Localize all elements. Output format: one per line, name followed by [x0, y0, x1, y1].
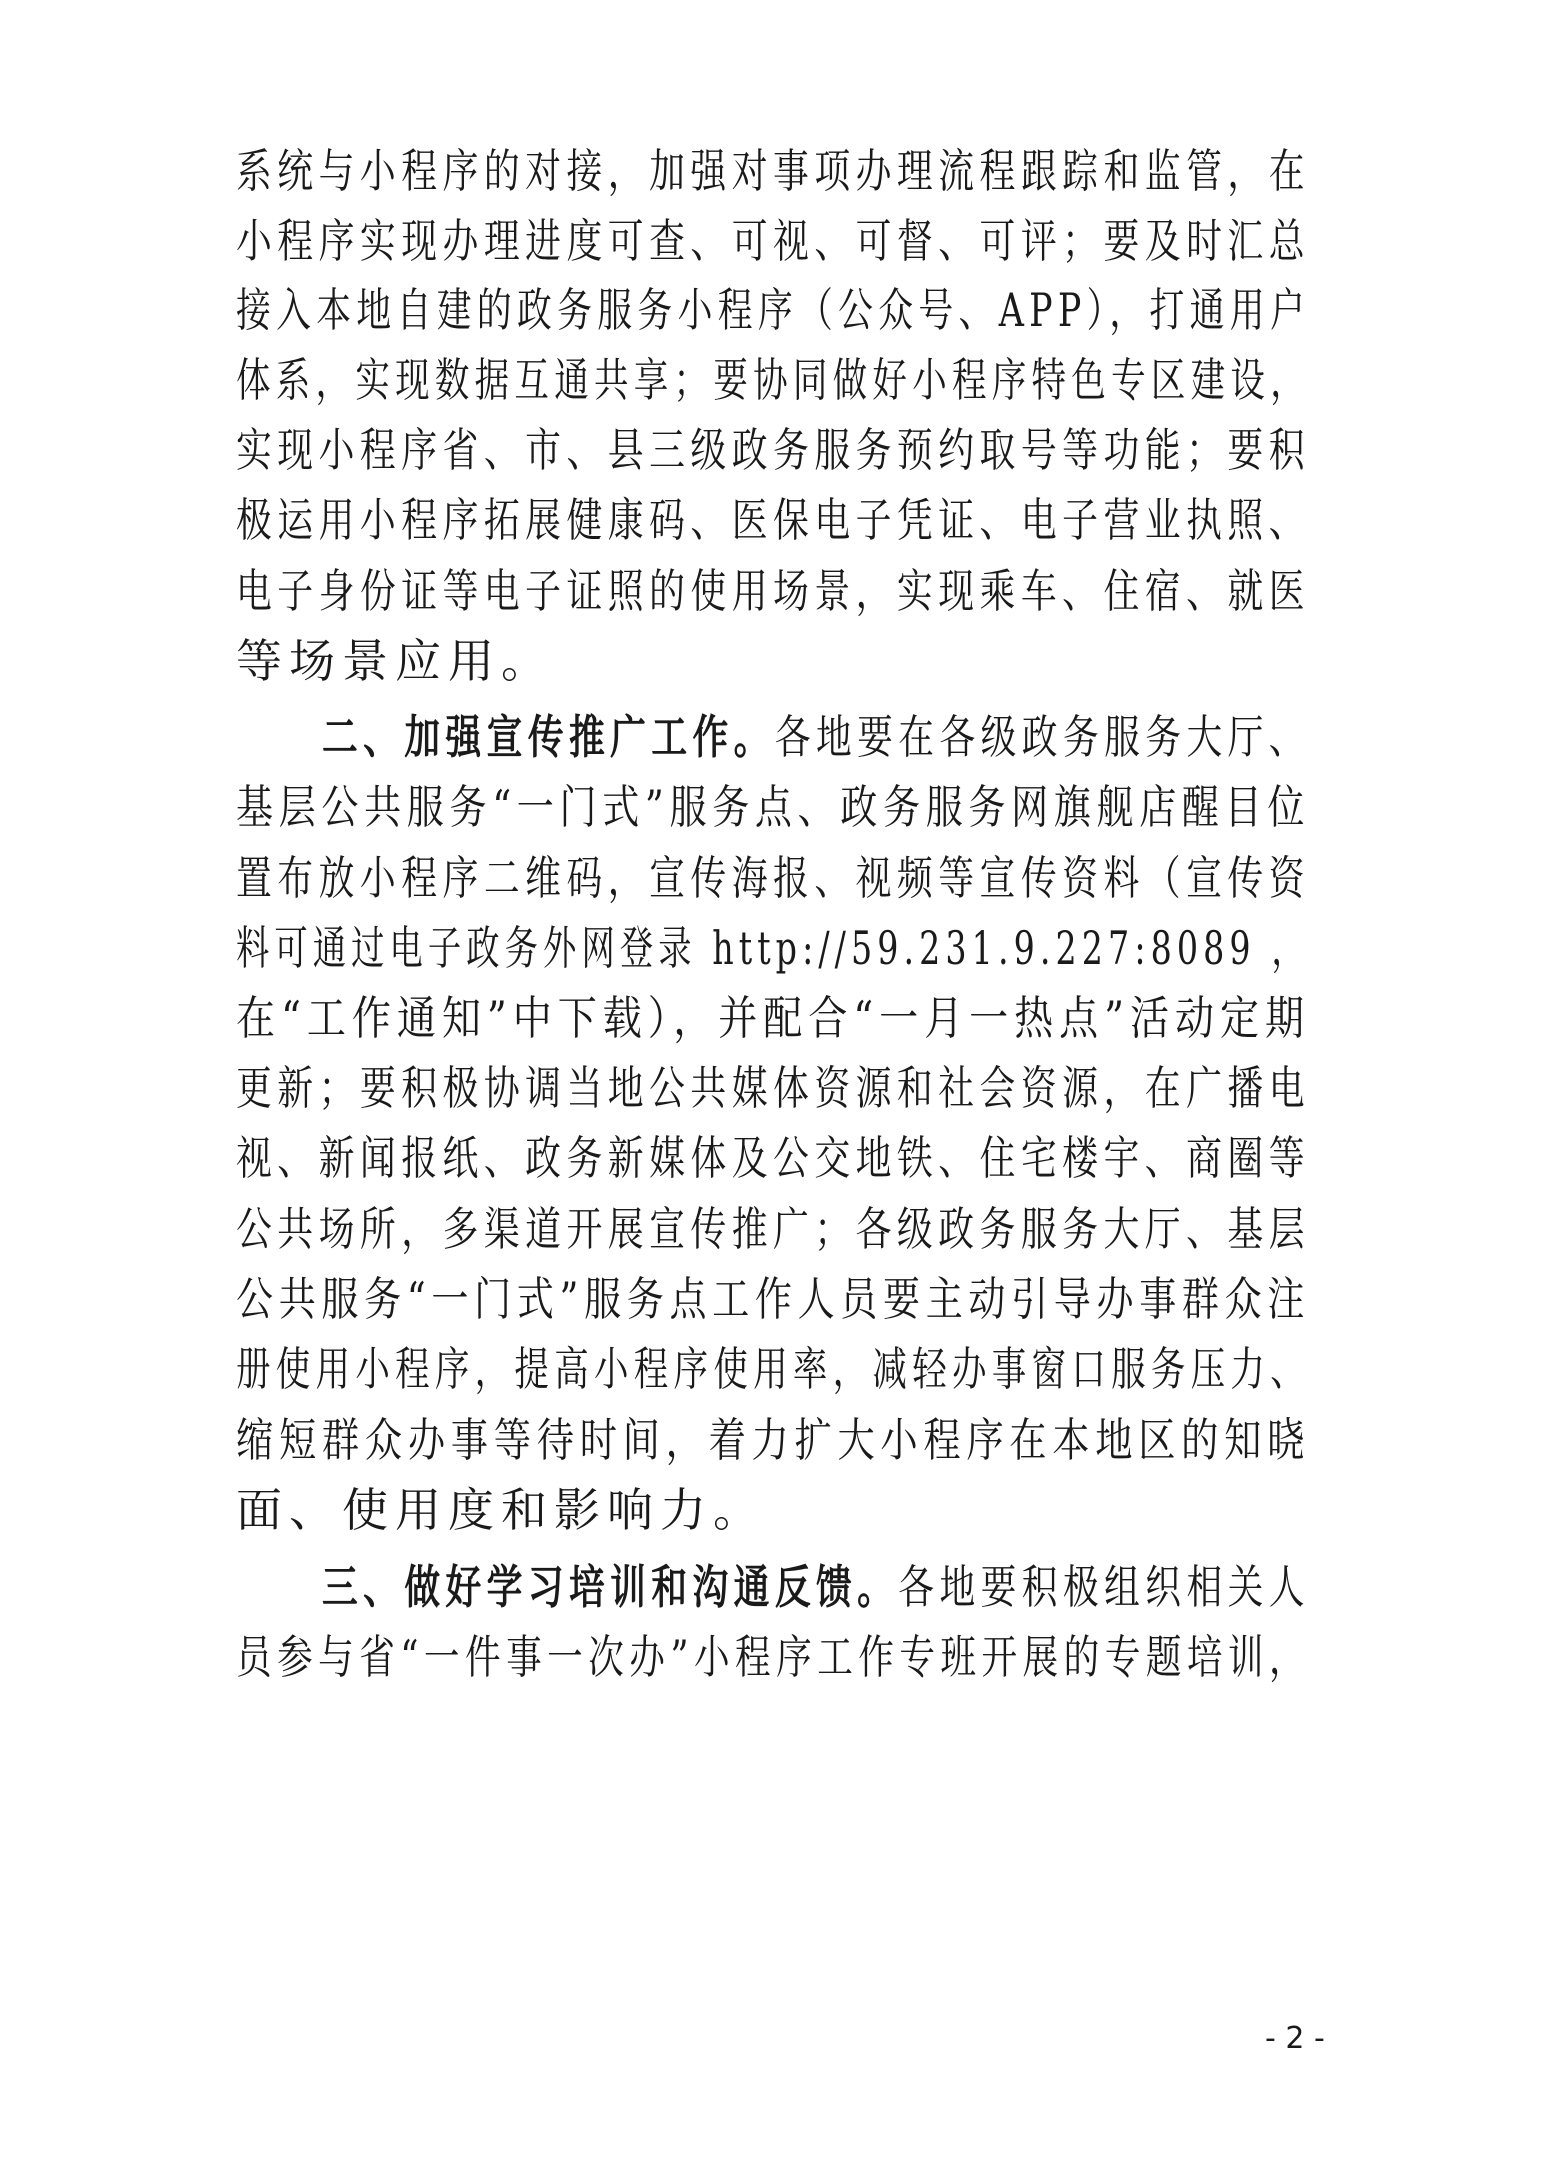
body-line: 员参与省“一件事一次办”小程序工作专班开展的专题培训，: [236, 1630, 1311, 1684]
body-line: 料可通过电子政务外网登录 http://59.231.9.227:8089 ，: [236, 921, 1310, 975]
body-line: 电子身份证等电子证照的使用场景，实现乘车、住宿、就医: [236, 564, 1311, 618]
body-line: 册使用小程序，提高小程序使用率，减轻办事窗口服务压力、: [236, 1342, 1310, 1396]
body-line: 实现小程序省、市、县三级政务服务预约取号等功能；要积: [236, 423, 1311, 477]
body-line: 体系，实现数据互通共享；要协同做好小程序特色专区建设，: [236, 353, 1310, 407]
body-line: 在“工作通知”中下载），并配合“一月一热点”活动定期: [236, 991, 1311, 1045]
body-line: 极运用小程序拓展健康码、医保电子凭证、电子营业执照、: [236, 493, 1311, 547]
section-three-first-line: [322, 1557, 1310, 1617]
body-line: 缩短群众办事等待时间，着力扩大小程序在本地区的知晓: [236, 1413, 1311, 1467]
page-number: - 2 -: [1265, 2021, 1325, 2056]
body-text: 各地要积极组织相关人: [898, 1560, 1310, 1614]
body-line: 等场景应用。: [236, 634, 554, 688]
body-line: 视、新闻报纸、政务新媒体及公交地铁、住宅楼宇、商圈等: [236, 1131, 1311, 1185]
body-line: 置布放小程序二维码，宣传海报、视频等宣传资料（宣传资: [236, 851, 1311, 905]
body-line: 接入本地自建的政务服务小程序（公众号、APP），打通用户: [236, 283, 1311, 337]
body-line: 系统与小程序的对接，加强对事项办理流程跟踪和监管，在: [236, 144, 1311, 198]
body-line: 公共服务“一门式”服务点工作人员要主动引导办事群众注: [236, 1272, 1311, 1326]
body-line: 基层公共服务“一门式”服务点、政务服务网旗舰店醒目位: [236, 780, 1311, 834]
body-line: 面、使用度和影响力。: [236, 1483, 766, 1537]
body-line: 公共场所，多渠道开展宣传推广；各级政务服务大厅、基层: [236, 1202, 1311, 1256]
section-heading: 二、加强宣传推广工作。: [322, 710, 775, 764]
section-two-first-line: [322, 707, 1310, 767]
body-line: 小程序实现办理进度可查、可视、可督、可评；要及时汇总: [236, 214, 1311, 268]
section-heading: 三、做好学习培训和沟通反馈。: [322, 1560, 899, 1614]
body-line: 更新；要积极协调当地公共媒体资源和社会资源，在广播电: [236, 1061, 1311, 1115]
body-text: 各地要在各级政务服务大厅、: [774, 710, 1310, 764]
